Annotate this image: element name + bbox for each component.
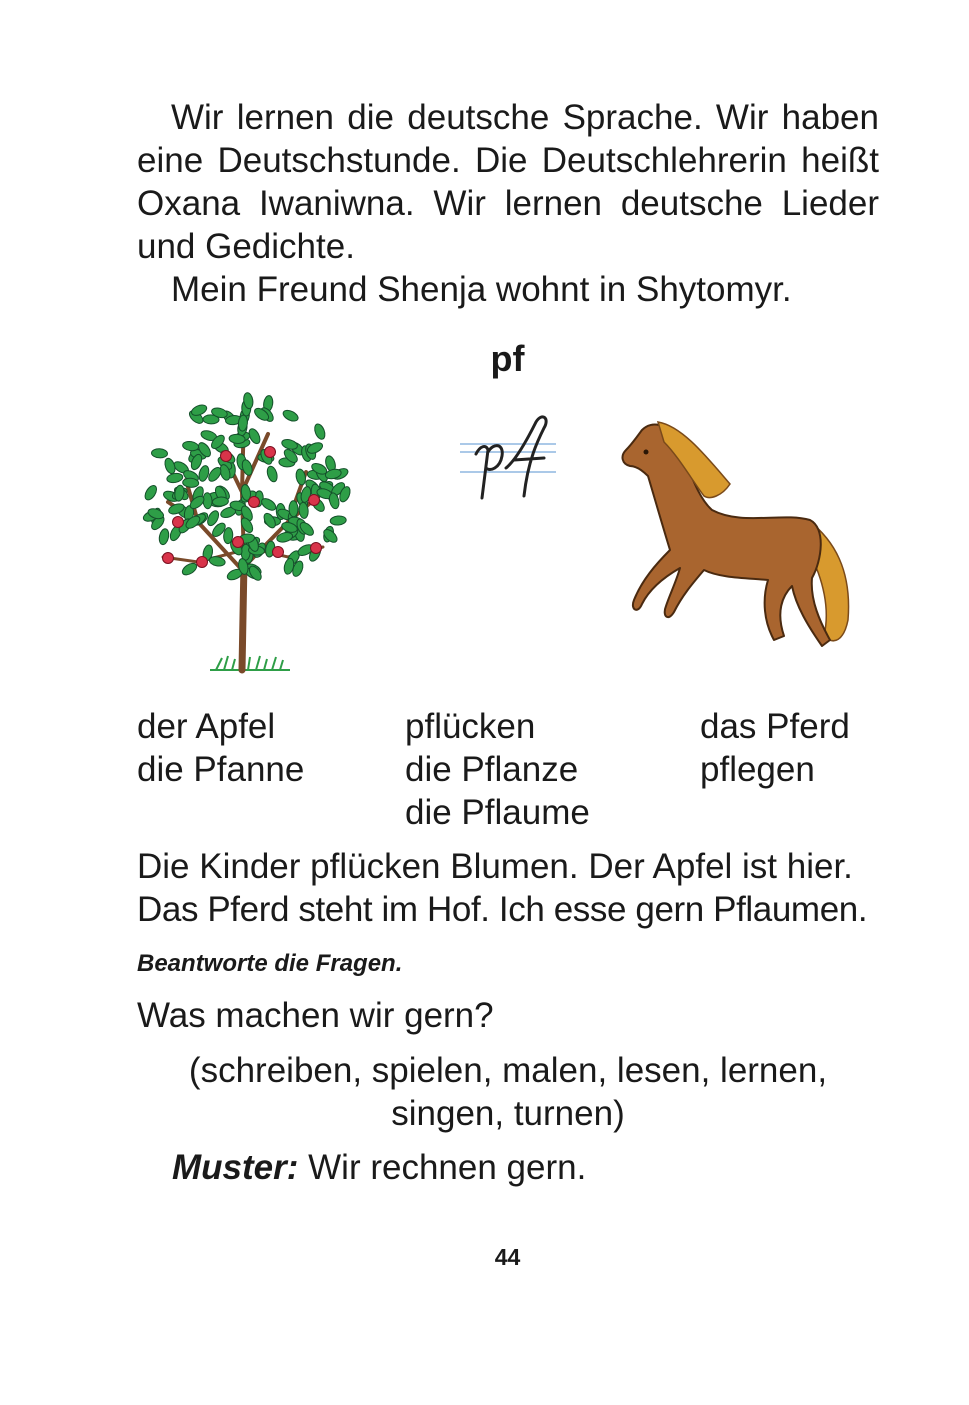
vocabulary-column-3 <box>700 705 850 791</box>
intro-paragraph <box>137 96 879 268</box>
leaf <box>330 515 347 525</box>
leaf <box>281 408 299 423</box>
leaf <box>266 465 279 483</box>
muster-text: Wir rechnen gern. <box>298 1148 587 1187</box>
apple-tree-illustration <box>138 372 358 678</box>
apple <box>197 557 208 568</box>
choices-line-2: singen, turnen) <box>391 1094 625 1133</box>
vocab-word: pflücken <box>405 707 536 746</box>
cursive-f-stroke <box>506 417 546 496</box>
vocab-word: der Apfel <box>137 707 276 746</box>
horse-illustration <box>612 400 874 670</box>
question-text: Was machen wir gern? <box>137 996 494 1035</box>
apple <box>249 497 260 508</box>
vocabulary-column-2 <box>405 705 590 834</box>
intro-paragraph-text: Wir lernen die deutsche Sprache. Wir haben eine Deutschstunde. Die Deutschlehrerin heißt Oxana Iwaniwna. Wir lernen deutsche Lieder und Gedichte. <box>137 98 879 266</box>
leaf <box>313 423 327 441</box>
leaf <box>208 555 225 567</box>
vocab-word: pflegen <box>700 750 815 789</box>
leaf <box>289 501 298 517</box>
apple <box>233 537 244 548</box>
letter-heading: pf <box>490 338 525 379</box>
grass <box>210 655 290 670</box>
task-instruction: Beantworte die Fragen. <box>137 950 403 977</box>
tree-leaves <box>142 392 352 582</box>
example-sentence-2: Das Pferd steht im Hof. Ich esse gern Pflaumen. <box>137 890 868 929</box>
example-sentence-1: Die Kinder pflücken Blumen. Der Apfel ist hier. <box>137 847 853 886</box>
apple <box>265 447 276 458</box>
leaf <box>158 528 170 546</box>
apple <box>163 553 174 564</box>
apple <box>309 495 320 506</box>
vocabulary-column-1 <box>137 705 304 791</box>
vocab-word: die Pflanze <box>405 750 579 789</box>
answer-choices <box>137 1049 879 1135</box>
vocab-word: die Pflaume <box>405 793 590 832</box>
apple <box>311 543 322 554</box>
muster-label: Muster: <box>172 1148 299 1187</box>
leaf <box>163 457 177 475</box>
apple <box>273 547 284 558</box>
choices-line-1: (schreiben, spielen, malen, lesen, lernen, <box>188 1051 828 1090</box>
cursive-pf-script <box>458 410 558 510</box>
leaf <box>197 464 210 482</box>
leaf <box>166 472 183 484</box>
friend-sentence-text: Mein Freund Shenja wohnt in Shytomyr. <box>171 270 792 309</box>
vocab-word: das Pferd <box>700 707 850 746</box>
leaf <box>182 440 199 451</box>
leaf <box>151 448 167 458</box>
leaf <box>143 484 159 502</box>
vocab-word: die Pfanne <box>137 750 305 789</box>
apple <box>173 517 184 528</box>
leaf <box>180 561 198 577</box>
horse-body <box>623 425 830 646</box>
page-number: 44 <box>494 1244 521 1270</box>
apple <box>221 451 232 462</box>
example-answer <box>172 1146 586 1189</box>
friend-sentence <box>137 268 879 311</box>
